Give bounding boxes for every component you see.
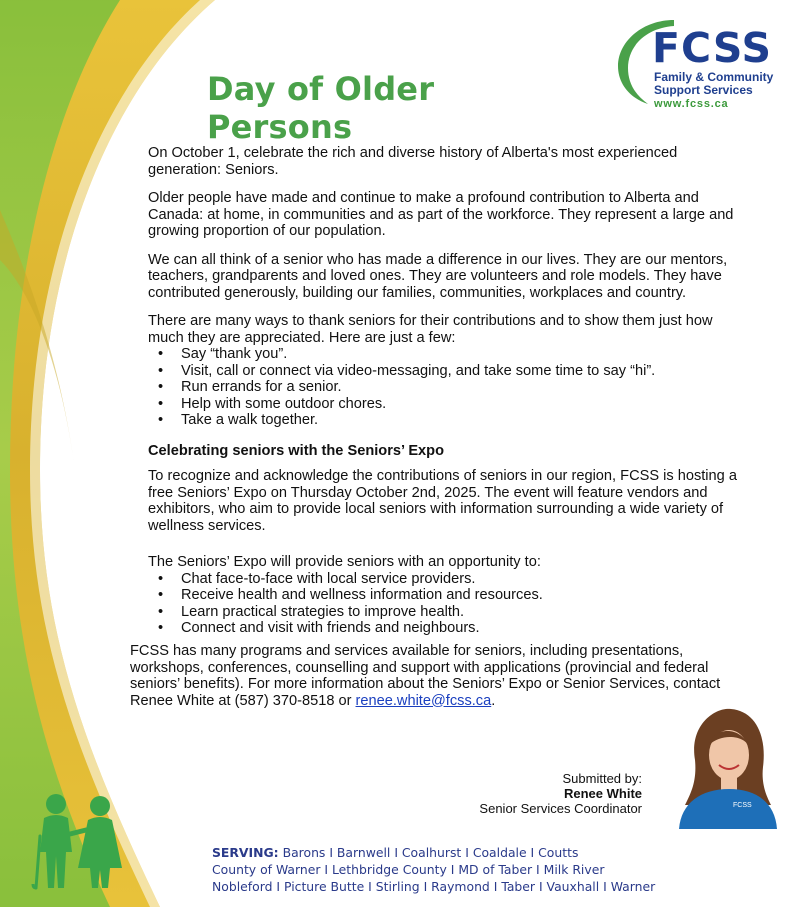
page-title: Day of Older Persons (207, 70, 435, 146)
fcss-logo (612, 14, 792, 114)
intro-paragraph-3: We can all think of a senior who has made a difference in our lives. They are our mentors, teachers, grandparents and loved ones. They are volunteers and role models. They have contributed generously, building our families, communities, workplaces and country. (148, 251, 728, 301)
list-item: • Run errands for a senior. (148, 379, 738, 396)
submitted-by (479, 771, 642, 816)
closing-paragraph (130, 643, 740, 709)
email-link[interactable]: renee.white@fcss.ca (355, 692, 492, 709)
svg-text:FCSS: FCSS (733, 802, 752, 809)
intro-paragraph-4: There are many ways to thank seniors for their contributions and to show them just how much they are appreciated. Here are just a few: (148, 313, 713, 346)
logo-url: www.fcss.ca (654, 98, 729, 110)
intro-paragraph-2: Older people have made and continue to make a profound contribution to Alberta and Canada: at home, in communities and as part of the workforce. They represent a large and growing proportion of our population. (148, 190, 734, 239)
intro-paragraph-1: On October 1, celebrate the rich and diverse history of Alberta's most experienced generation: Seniors. (148, 145, 678, 178)
submitted-label: Submitted by: (562, 771, 642, 786)
list-item: • Chat face-to-face with local service providers. (148, 571, 738, 588)
serving-line-1: Barons I Barnwell I Coalhurst I Coaldale I Coutts (282, 845, 579, 860)
submitter-role: Senior Services Coordinator (479, 801, 642, 816)
serving-label: SERVING: (212, 845, 279, 860)
seniors-couple-icon (30, 790, 130, 890)
list-item: • Take a walk together. (148, 412, 738, 429)
list-item: • Visit, call or connect via video-messaging, and take some time to say “hi”. (148, 363, 738, 380)
list-item: • Connect and visit with friends and neighbours. (148, 620, 738, 637)
opportunities-list (148, 571, 738, 637)
logo-brand: FCSS (652, 24, 773, 72)
list-item: • Receive health and wellness information and resources. (148, 587, 738, 604)
logo-tagline-1: Family & Community (654, 70, 774, 84)
closing-end: . (491, 692, 496, 709)
closing-text: FCSS has many programs and services available for seniors, including presentations, workshops, conferences, counselling and support with applications (provincial and federal seniors’ benefits). For more information about the Seniors’ Expo or Senior Services, contact Renee White at (587) 370-8518 or (130, 643, 721, 709)
ways-list (148, 346, 738, 429)
expo-paragraph-1: To recognize and acknowledge the contributions of seniors in our region, FCSS is hosting a free Seniors’ Expo on Thursday October 2nd, 2025. The event will feature vendors and exhibitors, who aim to provide local seniors with information surrounding a wide variety of wellness services. (148, 468, 737, 534)
serving-line-3: Nobleford I Picture Butte I Stirling I Raymond I Taber I Vauxhall I Warner (212, 879, 656, 894)
serving-communities (212, 844, 772, 895)
logo-tagline-2: Support Services (654, 83, 753, 97)
list-item: • Say “thank you”. (148, 346, 738, 363)
expo-paragraph-2: The Seniors’ Expo will provide seniors with an opportunity to: (148, 554, 541, 570)
submitter-photo (675, 705, 779, 829)
expo-heading: Celebrating seniors with the Seniors’ Expo (148, 442, 444, 459)
main-content (148, 145, 738, 651)
list-item: • Help with some outdoor chores. (148, 396, 738, 413)
submitter-name: Renee White (563, 786, 642, 801)
serving-line-2: County of Warner I Lethbridge County I MD of Taber I Milk River (212, 862, 605, 877)
list-item: • Learn practical strategies to improve health. (148, 604, 738, 621)
